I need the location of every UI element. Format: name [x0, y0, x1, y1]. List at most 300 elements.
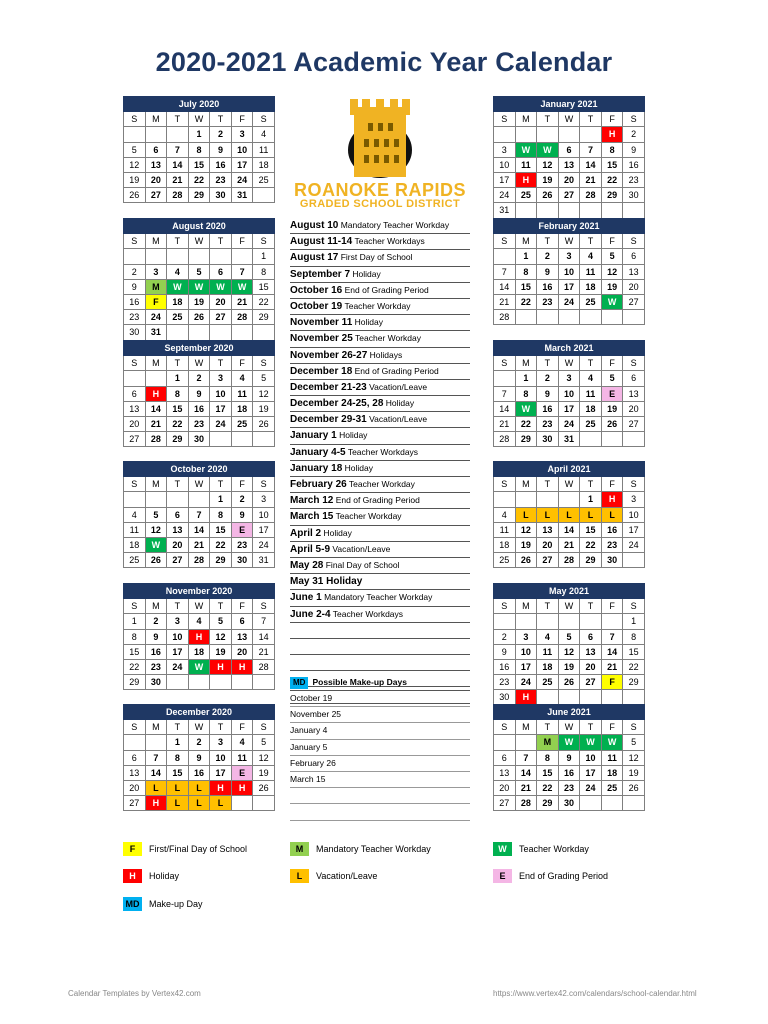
weekday-header: S: [124, 234, 146, 249]
day-cell: 19: [601, 279, 623, 294]
event-row: [290, 267, 470, 283]
day-cell: 15: [623, 644, 645, 659]
weekday-header: W: [558, 112, 580, 127]
day-cell: 2: [623, 127, 645, 142]
weekday-header: T: [210, 477, 232, 492]
day-cell: 11: [601, 750, 623, 765]
day-cell: 16: [188, 765, 210, 780]
day-cell: 20: [124, 416, 146, 431]
day-cell: 10: [515, 644, 537, 659]
day-cell: 20: [623, 401, 645, 416]
day-cell: 25: [167, 310, 189, 325]
weekday-header: T: [210, 356, 232, 371]
legend-label: Mandatory Teacher Workday: [316, 844, 431, 854]
day-cell: 27: [145, 188, 167, 203]
makeup-days-list: [290, 675, 470, 821]
weekday-header: S: [494, 234, 516, 249]
legend-swatch: M: [290, 842, 309, 856]
legend-swatch: E: [493, 869, 512, 883]
day-cell: [580, 310, 602, 325]
day-cell: 7: [145, 750, 167, 765]
day-cell: W: [188, 659, 210, 674]
weekday-header: W: [558, 599, 580, 614]
event-date: October 19: [290, 300, 343, 312]
day-cell: 31: [558, 432, 580, 447]
day-cell: 24: [558, 416, 580, 431]
weekday-header: M: [145, 112, 167, 127]
day-cell: 20: [623, 279, 645, 294]
day-cell: [558, 614, 580, 629]
day-cell: 9: [623, 142, 645, 157]
day-cell: 15: [124, 644, 146, 659]
day-cell: 17: [558, 279, 580, 294]
event-row: [290, 234, 470, 250]
day-cell: 7: [515, 750, 537, 765]
day-cell: 13: [124, 765, 146, 780]
day-cell: 6: [145, 142, 167, 157]
day-cell: 15: [253, 279, 275, 294]
day-cell: [253, 796, 275, 811]
day-cell: W: [601, 294, 623, 309]
day-cell: 1: [167, 735, 189, 750]
weekday-header: S: [253, 234, 275, 249]
day-cell: 4: [537, 629, 559, 644]
day-cell: 18: [601, 765, 623, 780]
day-cell: 20: [580, 659, 602, 674]
day-cell: 7: [580, 142, 602, 157]
day-cell: 8: [124, 629, 146, 644]
day-cell: 14: [145, 401, 167, 416]
event-date: November 25: [290, 333, 353, 345]
day-cell: 30: [188, 432, 210, 447]
day-cell: H: [210, 780, 232, 795]
day-cell: 15: [188, 157, 210, 172]
day-cell: 24: [145, 310, 167, 325]
day-cell: 1: [124, 614, 146, 629]
weekday-header: W: [188, 599, 210, 614]
day-cell: 1: [188, 127, 210, 142]
day-cell: 16: [145, 644, 167, 659]
day-cell: 13: [537, 522, 559, 537]
day-cell: 24: [558, 294, 580, 309]
day-cell: 30: [145, 675, 167, 690]
day-cell: 20: [210, 294, 232, 309]
calendar-october-2020: [123, 461, 275, 568]
day-cell: 6: [124, 386, 146, 401]
weekday-header: F: [601, 356, 623, 371]
day-cell: 14: [494, 279, 516, 294]
day-cell: 20: [145, 172, 167, 187]
weekday-header: T: [210, 599, 232, 614]
weekday-header: M: [515, 477, 537, 492]
day-cell: 4: [580, 249, 602, 264]
calendar-november-2020: [123, 583, 275, 690]
day-cell: 28: [188, 553, 210, 568]
day-cell: 5: [210, 614, 232, 629]
day-cell: 10: [210, 750, 232, 765]
day-cell: 27: [124, 796, 146, 811]
day-cell: [231, 796, 253, 811]
day-cell: [253, 325, 275, 340]
day-cell: [580, 203, 602, 218]
day-cell: 29: [188, 188, 210, 203]
day-cell: [623, 203, 645, 218]
day-cell: 8: [601, 142, 623, 157]
legend-swatch: W: [493, 842, 512, 856]
day-cell: [580, 432, 602, 447]
day-cell: 22: [601, 172, 623, 187]
weekday-header: M: [515, 720, 537, 735]
day-cell: E: [601, 386, 623, 401]
day-cell: H: [601, 127, 623, 142]
day-cell: 1: [167, 371, 189, 386]
event-row: [290, 445, 470, 461]
event-date: December 18: [290, 365, 353, 377]
day-cell: 13: [145, 157, 167, 172]
event-date: November 26-27: [290, 349, 368, 361]
day-cell: 18: [188, 644, 210, 659]
weekday-header: W: [188, 477, 210, 492]
day-cell: 27: [623, 416, 645, 431]
event-date: December 21-23: [290, 381, 367, 393]
event-row: [290, 607, 470, 623]
weekday-header: W: [188, 720, 210, 735]
day-cell: 14: [601, 644, 623, 659]
weekday-header: T: [167, 477, 189, 492]
day-cell: 26: [558, 675, 580, 690]
day-cell: 21: [494, 294, 516, 309]
day-cell: 12: [210, 629, 232, 644]
weekday-header: T: [580, 234, 602, 249]
weekday-header: T: [537, 112, 559, 127]
day-cell: 5: [558, 629, 580, 644]
day-cell: 28: [494, 310, 516, 325]
day-cell: 27: [210, 310, 232, 325]
day-cell: [601, 690, 623, 705]
day-cell: 25: [124, 553, 146, 568]
logo-subtitle: GRADED SCHOOL DISTRICT: [299, 198, 461, 210]
day-cell: 5: [601, 371, 623, 386]
makeup-header: [290, 675, 470, 691]
day-cell: 25: [580, 294, 602, 309]
day-cell: 27: [494, 796, 516, 811]
day-cell: 20: [167, 537, 189, 552]
day-cell: 26: [145, 553, 167, 568]
day-cell: W: [601, 735, 623, 750]
weekday-header: S: [623, 356, 645, 371]
day-cell: 19: [515, 537, 537, 552]
day-cell: 26: [515, 553, 537, 568]
day-cell: 22: [167, 416, 189, 431]
day-cell: 9: [231, 507, 253, 522]
day-cell: [494, 735, 516, 750]
day-cell: 17: [623, 522, 645, 537]
day-cell: 14: [188, 522, 210, 537]
event-date: December 24-25, 28: [290, 398, 384, 410]
event-row: [290, 509, 470, 525]
day-cell: [210, 432, 232, 447]
day-cell: 8: [188, 142, 210, 157]
day-cell: 2: [231, 492, 253, 507]
day-cell: 11: [253, 142, 275, 157]
calendar-september-2020: [123, 340, 275, 447]
day-cell: 29: [580, 553, 602, 568]
event-row: [290, 348, 470, 364]
day-cell: 28: [494, 432, 516, 447]
day-cell: 12: [601, 264, 623, 279]
day-cell: [210, 675, 232, 690]
day-cell: 3: [558, 371, 580, 386]
day-cell: 12: [253, 386, 275, 401]
day-cell: 28: [167, 188, 189, 203]
day-cell: 1: [253, 249, 275, 264]
day-cell: W: [515, 142, 537, 157]
makeup-item: [290, 788, 470, 804]
day-cell: 25: [515, 188, 537, 203]
weekday-header: F: [601, 599, 623, 614]
day-cell: W: [580, 735, 602, 750]
day-cell: 10: [167, 629, 189, 644]
day-cell: W: [210, 279, 232, 294]
day-cell: [558, 310, 580, 325]
day-cell: 30: [124, 325, 146, 340]
day-cell: 16: [537, 401, 559, 416]
day-cell: [558, 127, 580, 142]
calendar-june-2021: [493, 704, 645, 811]
day-cell: 4: [494, 507, 516, 522]
day-cell: [145, 249, 167, 264]
day-cell: 6: [231, 614, 253, 629]
day-cell: 4: [580, 371, 602, 386]
day-cell: L: [537, 507, 559, 522]
day-cell: 24: [623, 537, 645, 552]
day-cell: 30: [601, 553, 623, 568]
weekday-header: F: [231, 720, 253, 735]
day-cell: 4: [188, 614, 210, 629]
day-cell: 22: [515, 416, 537, 431]
event-date: August 11-14: [290, 236, 353, 248]
day-cell: [124, 127, 146, 142]
weekday-header: T: [210, 234, 232, 249]
weekday-header: M: [145, 599, 167, 614]
day-cell: 21: [145, 416, 167, 431]
day-cell: W: [231, 279, 253, 294]
day-cell: 10: [494, 157, 516, 172]
day-cell: 15: [537, 765, 559, 780]
day-cell: [601, 796, 623, 811]
day-cell: 10: [210, 386, 232, 401]
day-cell: [253, 675, 275, 690]
day-cell: 21: [580, 172, 602, 187]
day-cell: [253, 188, 275, 203]
day-cell: 26: [124, 188, 146, 203]
day-cell: 24: [580, 780, 602, 795]
day-cell: E: [231, 522, 253, 537]
day-cell: 3: [231, 127, 253, 142]
calendar-march-2021: [493, 340, 645, 447]
day-cell: [515, 127, 537, 142]
day-cell: 2: [188, 735, 210, 750]
day-cell: 5: [253, 735, 275, 750]
day-cell: 8: [167, 750, 189, 765]
event-desc: Holiday: [354, 317, 383, 328]
weekday-header: S: [253, 112, 275, 127]
day-cell: 3: [210, 735, 232, 750]
day-cell: [253, 432, 275, 447]
makeup-item: [290, 804, 470, 820]
calendar-january-2021: [493, 96, 645, 219]
weekday-header: W: [558, 477, 580, 492]
month-header: August 2020: [124, 219, 275, 234]
day-cell: 17: [167, 644, 189, 659]
legend-swatch: H: [123, 869, 142, 883]
day-cell: 2: [210, 127, 232, 142]
day-cell: 21: [188, 537, 210, 552]
calendar-february-2021: [493, 218, 645, 325]
day-cell: 20: [124, 780, 146, 795]
day-cell: [601, 432, 623, 447]
day-cell: 3: [210, 371, 232, 386]
event-row: [290, 315, 470, 331]
day-cell: 23: [210, 172, 232, 187]
day-cell: 6: [580, 629, 602, 644]
day-cell: 15: [167, 401, 189, 416]
weekday-header: T: [210, 720, 232, 735]
weekday-header: S: [623, 234, 645, 249]
event-row: [290, 396, 470, 412]
day-cell: [601, 203, 623, 218]
day-cell: [494, 127, 516, 142]
event-desc: Teacher Workday: [335, 511, 402, 522]
weekday-header: S: [124, 356, 146, 371]
event-desc: Holiday: [352, 268, 381, 279]
day-cell: 5: [145, 507, 167, 522]
day-cell: M: [145, 279, 167, 294]
day-cell: 12: [124, 157, 146, 172]
day-cell: [145, 127, 167, 142]
day-cell: 7: [253, 614, 275, 629]
event-row: [290, 655, 470, 671]
day-cell: 11: [580, 264, 602, 279]
event-date: September 7: [290, 268, 351, 280]
day-cell: L: [167, 796, 189, 811]
day-cell: 21: [515, 780, 537, 795]
day-cell: W: [145, 537, 167, 552]
day-cell: 17: [210, 401, 232, 416]
day-cell: 22: [253, 294, 275, 309]
day-cell: [124, 371, 146, 386]
day-cell: 20: [231, 644, 253, 659]
day-cell: 13: [494, 765, 516, 780]
day-cell: 16: [210, 157, 232, 172]
day-cell: 11: [580, 386, 602, 401]
weekday-header: T: [580, 599, 602, 614]
event-desc: First Day of School: [340, 252, 413, 263]
event-date: January 4-5: [290, 446, 346, 458]
day-cell: 19: [210, 644, 232, 659]
day-cell: 27: [124, 432, 146, 447]
legend-swatch: L: [290, 869, 309, 883]
day-cell: [124, 735, 146, 750]
day-cell: 8: [537, 750, 559, 765]
event-row: [290, 639, 470, 655]
day-cell: 31: [494, 203, 516, 218]
day-cell: 27: [623, 294, 645, 309]
day-cell: 13: [623, 264, 645, 279]
day-cell: [494, 492, 516, 507]
event-row: [290, 542, 470, 558]
day-cell: 18: [580, 401, 602, 416]
weekday-header: W: [188, 112, 210, 127]
event-desc: Holiday: [323, 527, 352, 538]
day-cell: 25: [537, 675, 559, 690]
day-cell: 9: [537, 386, 559, 401]
day-cell: 27: [167, 553, 189, 568]
month-header: December 2020: [124, 705, 275, 720]
day-cell: [145, 371, 167, 386]
day-cell: 22: [124, 659, 146, 674]
day-cell: [231, 249, 253, 264]
day-cell: W: [167, 279, 189, 294]
day-cell: 9: [210, 142, 232, 157]
month-header: June 2021: [494, 705, 645, 720]
day-cell: [145, 735, 167, 750]
day-cell: 13: [231, 629, 253, 644]
month-header: September 2020: [124, 341, 275, 356]
weekday-header: T: [580, 477, 602, 492]
weekday-header: S: [253, 356, 275, 371]
event-desc: End of Grading Period: [354, 365, 439, 376]
event-date: March 15: [290, 511, 334, 523]
day-cell: 11: [515, 157, 537, 172]
weekday-header: W: [188, 356, 210, 371]
day-cell: 24: [231, 172, 253, 187]
weekday-header: F: [601, 477, 623, 492]
day-cell: L: [167, 780, 189, 795]
day-cell: [124, 492, 146, 507]
day-cell: 14: [515, 765, 537, 780]
day-cell: H: [601, 492, 623, 507]
logo-name: ROANOKE RAPIDS: [293, 180, 466, 200]
day-cell: H: [210, 659, 232, 674]
day-cell: [494, 249, 516, 264]
day-cell: 22: [537, 780, 559, 795]
day-cell: 29: [124, 675, 146, 690]
day-cell: 18: [537, 659, 559, 674]
month-header: October 2020: [124, 462, 275, 477]
day-cell: [231, 432, 253, 447]
day-cell: 8: [515, 264, 537, 279]
day-cell: 14: [145, 765, 167, 780]
day-cell: 28: [253, 659, 275, 674]
day-cell: 17: [231, 157, 253, 172]
day-cell: 25: [253, 172, 275, 187]
day-cell: [167, 127, 189, 142]
weekday-header: T: [167, 112, 189, 127]
event-row: [290, 493, 470, 509]
day-cell: [188, 675, 210, 690]
weekday-header: T: [167, 356, 189, 371]
day-cell: 6: [623, 371, 645, 386]
day-cell: 22: [210, 537, 232, 552]
day-cell: [494, 371, 516, 386]
event-date: June 2-4: [290, 608, 331, 620]
event-desc: Teacher Workday: [344, 300, 411, 311]
day-cell: 24: [210, 416, 232, 431]
weekday-header: T: [167, 234, 189, 249]
day-cell: 1: [210, 492, 232, 507]
day-cell: L: [558, 507, 580, 522]
